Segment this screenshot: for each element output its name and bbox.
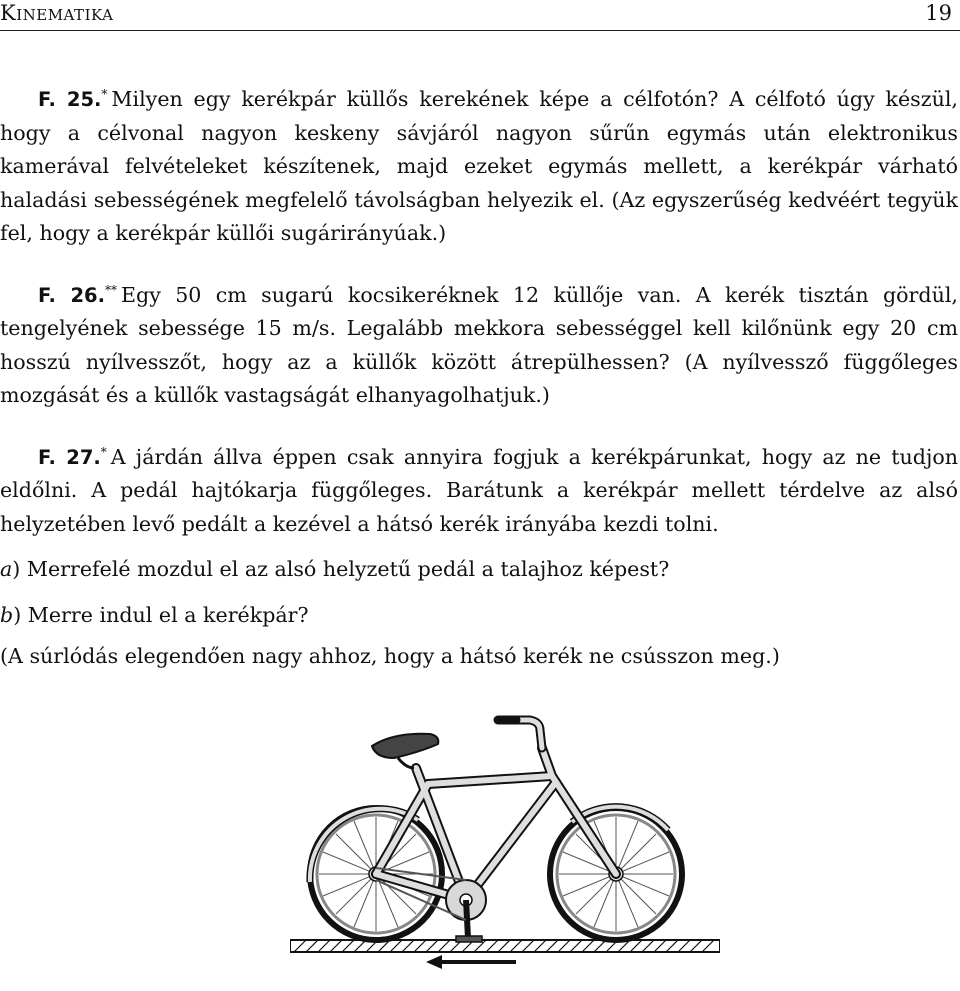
problem-text: Milyen egy kerékpár küllős kerekének képe a célfotón? A célfotó úgy készül, hogy a célvonal nagyon keskeny sávjáról nagyon sűrűn egymás után elektronikus kamerával felvételeket készítenek, majd ezeket egymás mellett, a kerékpár várható haladási sebességének megfelelő távolságban helyezik el. (Az egyszerűség kedvéért tegyük fel, hogy a kerékpár küllői sugárirányúak.): [0, 87, 958, 245]
running-title: Kinematika: [0, 1, 114, 25]
page-number: 19: [925, 1, 952, 25]
page-content: [0, 78, 958, 674]
problem-note: (A súrlódás elegendően nagy ahhoz, hogy a hátsó kerék ne csússzon meg.): [0, 644, 780, 668]
crankset: [446, 880, 486, 942]
difficulty-stars: *: [100, 444, 107, 459]
subquestion-a: a) Merrefelé mozdul el az alsó helyzetű pedál a talajhoz képest?: [0, 557, 670, 581]
page-header: [0, 0, 960, 31]
problem-label: F. 27.: [38, 445, 101, 469]
problem-f26: [0, 274, 958, 413]
bike-frame: [376, 748, 616, 900]
difficulty-stars: **: [105, 282, 117, 297]
bicycle-figure: [290, 712, 720, 987]
problem-f25: [0, 78, 958, 251]
problem-text: Egy 50 cm sugarú kocsikeréknek 12 küllője van. A kerék tisztán gördül, tengelyének sebessége 15 m/s. Legalább mekkora sebességgel kell kilőnünk egy 20 cm hosszú nyílvesszőt, hogy az a küllők között átrepülhessen? (A nyílvessző függőleges mozgását és a küllők vastagságát elhanyagolhatjuk.): [0, 282, 958, 407]
subquestion-text: Merrefelé mozdul el az alsó helyzetű pedál a talajhoz képest?: [26, 557, 670, 581]
subquestion-letter: b: [0, 602, 14, 627]
problem-label: F. 25.: [38, 88, 102, 111]
problem-label: F. 26.: [38, 283, 105, 307]
problem-f27: [0, 436, 958, 542]
subquestion-b: b) Merre indul el a kerékpár?: [0, 602, 309, 627]
subquestion-letter: a: [0, 557, 13, 581]
handlebar: [498, 720, 542, 748]
bike-seat: [372, 734, 438, 768]
arrow-left-icon: [426, 955, 516, 969]
subquestion-text: Merre indul el a kerékpár?: [27, 602, 309, 627]
difficulty-stars: *: [101, 87, 108, 101]
problem-text: A járdán állva éppen csak annyira fogjuk a kerékpárunkat, hogy az ne tudjon eldőlni. A pedál hajtókarja függőleges. Barátunk a kerékpár mellett térdelve az alsó helyzetében levő pedált a kezével a hátsó kerék irányába kezdi tolni.: [0, 444, 958, 536]
pedal: [456, 936, 482, 942]
